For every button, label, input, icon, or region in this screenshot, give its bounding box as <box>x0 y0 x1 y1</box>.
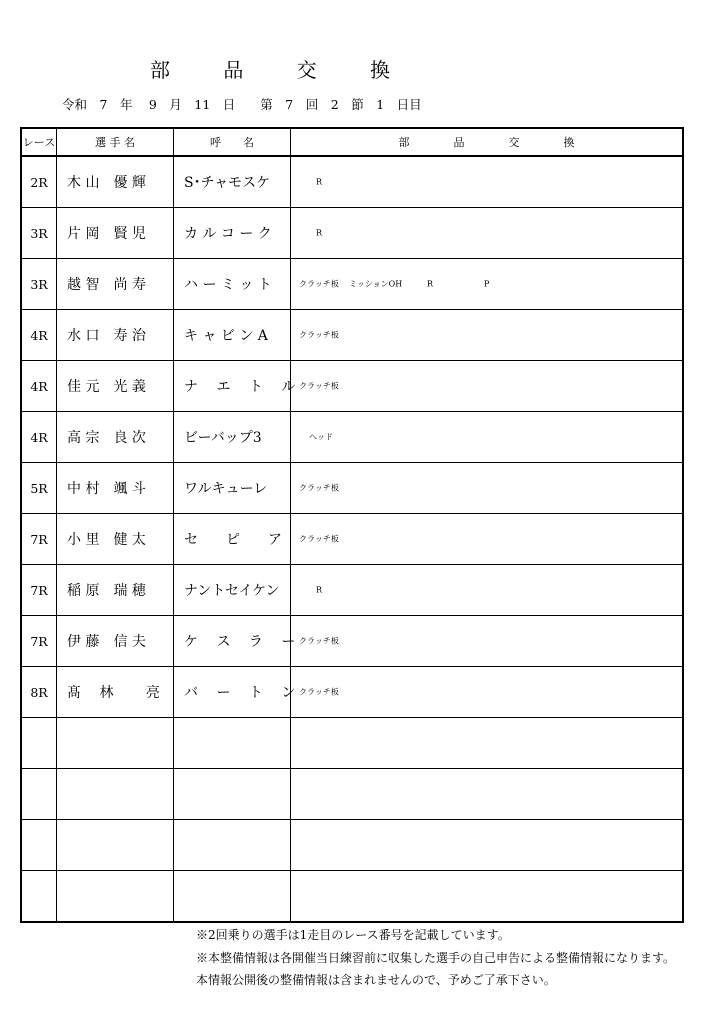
racer-name: 小 里 健 太 <box>57 514 174 565</box>
race-number <box>21 769 57 820</box>
racer-name <box>57 769 174 820</box>
parts-exchanged <box>291 565 684 616</box>
part-item: ミッションOH <box>349 279 403 289</box>
part-item: R <box>316 585 323 595</box>
part-item: ヘッド <box>309 432 333 442</box>
racer-nickname: ハ ー ミ ッ ト <box>174 259 291 310</box>
race-number: 4R <box>21 412 57 463</box>
part-item: クラッチ板 <box>299 381 339 391</box>
part-item: クラッチ板 <box>299 534 339 544</box>
header-parts: 部 品 交 換 <box>291 128 684 156</box>
race-number: 3R <box>21 208 57 259</box>
race-number: 3R <box>21 259 57 310</box>
header-name: 選 手 名 <box>57 128 174 156</box>
table-row <box>21 565 683 616</box>
race-number <box>21 718 57 769</box>
race-number <box>21 820 57 871</box>
parts-exchanged <box>291 718 684 769</box>
racer-nickname: ケ ス ラ ー <box>174 616 291 667</box>
note-line: ※本整備情報は各開催当日練習前に収集した選手の自己申告による整備情報になります。 <box>196 950 676 965</box>
part-item: クラッチ板 <box>299 279 339 289</box>
racer-nickname <box>174 820 291 871</box>
note-line: ※2回乗りの選手は1走目のレース番号を記載しています。 <box>196 928 510 942</box>
parts-exchanged <box>291 514 684 565</box>
notes <box>196 924 675 992</box>
table-row <box>21 259 683 310</box>
part-item: クラッチ板 <box>299 330 339 340</box>
part-item: クラッチ板 <box>299 636 339 646</box>
parts-exchanged <box>291 259 684 310</box>
table-header-row <box>21 128 683 156</box>
part-item: P <box>484 279 490 289</box>
title-char: 交 <box>296 58 317 82</box>
racer-name: 伊 藤 信 夫 <box>57 616 174 667</box>
racer-name: 髙 林 亮 <box>57 667 174 718</box>
parts-exchanged <box>291 463 684 514</box>
racer-nickname <box>174 769 291 820</box>
table-row <box>21 616 683 667</box>
parts-exchanged <box>291 616 684 667</box>
racer-nickname: セ ピ ア <box>174 514 291 565</box>
date-line: 令和 7 年 9 月 11 日 第 7 回 2 節 1 日目 <box>62 97 422 112</box>
parts-exchanged <box>291 769 684 820</box>
race-number: 7R <box>21 565 57 616</box>
header-nickname: 呼 名 <box>174 128 291 156</box>
note-line: 本情報公開後の整備情報は含まれませんので、予めご了承下さい。 <box>196 973 556 987</box>
table-row <box>21 208 683 259</box>
title-char: 品 <box>223 58 244 82</box>
racer-name: 佳 元 光 義 <box>57 361 174 412</box>
racer-name: 片 岡 賢 児 <box>57 208 174 259</box>
race-number: 5R <box>21 463 57 514</box>
race-number: 7R <box>21 514 57 565</box>
racer-nickname: S･チャモスケ <box>174 156 291 208</box>
part-item: クラッチ板 <box>299 687 339 697</box>
table-row <box>21 871 683 923</box>
parts-exchanged <box>291 208 684 259</box>
table-row <box>21 310 683 361</box>
racer-name <box>57 820 174 871</box>
part-item: クラッチ板 <box>299 483 339 493</box>
race-number: 4R <box>21 310 57 361</box>
parts-exchanged <box>291 820 684 871</box>
racer-nickname: バ ー ト ン <box>174 667 291 718</box>
table-row <box>21 156 683 208</box>
table-row <box>21 667 683 718</box>
racer-nickname: ナ エ ト ル <box>174 361 291 412</box>
parts-exchanged <box>291 667 684 718</box>
table-row <box>21 514 683 565</box>
racer-name: 越 智 尚 寿 <box>57 259 174 310</box>
racer-name <box>57 718 174 769</box>
table-row <box>21 463 683 514</box>
table-row <box>21 412 683 463</box>
table-row <box>21 718 683 769</box>
race-number: 8R <box>21 667 57 718</box>
parts-exchanged <box>291 156 684 208</box>
table-row <box>21 361 683 412</box>
parts-exchanged <box>291 871 684 923</box>
race-number: 4R <box>21 361 57 412</box>
parts-exchange-table <box>20 127 684 923</box>
parts-exchanged <box>291 310 684 361</box>
racer-name: 中 村 颯 斗 <box>57 463 174 514</box>
part-item: R <box>316 228 323 238</box>
racer-name <box>57 871 174 923</box>
racer-name: 水 口 寿 治 <box>57 310 174 361</box>
race-number: 2R <box>21 156 57 208</box>
parts-exchanged <box>291 412 684 463</box>
racer-name: 高 宗 良 次 <box>57 412 174 463</box>
race-number: 7R <box>21 616 57 667</box>
racer-nickname: ナントセイケン <box>174 565 291 616</box>
racer-nickname: ワルキューレ <box>174 463 291 514</box>
title-char: 部 <box>150 58 170 82</box>
table-row <box>21 769 683 820</box>
table-row <box>21 820 683 871</box>
race-number <box>21 871 57 923</box>
racer-nickname: キ ャ ビ ン A <box>174 310 291 361</box>
racer-nickname: ビーバップ3 <box>174 412 291 463</box>
parts-exchanged <box>291 361 684 412</box>
racer-nickname: カ ル コ ー ク <box>174 208 291 259</box>
part-item: R <box>427 279 434 289</box>
page-title <box>150 54 390 84</box>
title-char: 換 <box>369 58 390 82</box>
racer-name: 稲 原 瑞 穂 <box>57 565 174 616</box>
header-race: レース <box>21 128 57 156</box>
racer-nickname <box>174 718 291 769</box>
racer-nickname <box>174 871 291 923</box>
racer-name: 木 山 優 輝 <box>57 156 174 208</box>
part-item: R <box>316 177 323 187</box>
